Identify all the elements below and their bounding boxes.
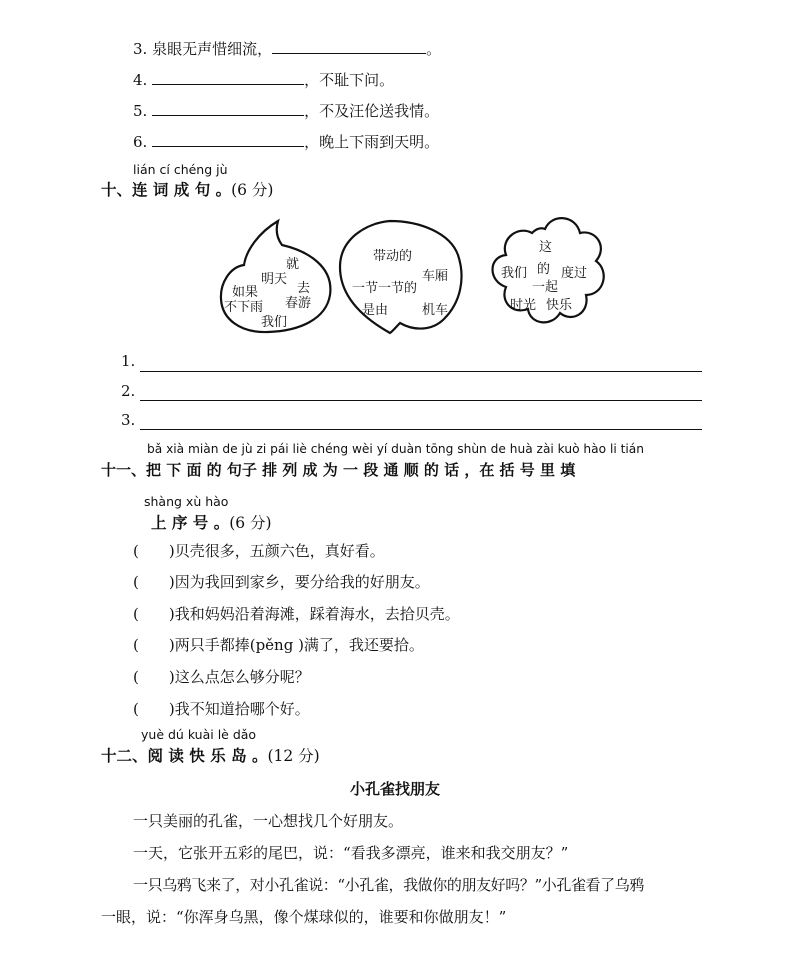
order-paren[interactable]: ( ): [133, 668, 175, 686]
order-item-3: [133, 603, 460, 624]
section11-pinyin: bǎ xià miàn de jù zi pái liè chéng wèi yí duàn tōng shùn de huà zài kuò hào li tián: [147, 442, 644, 456]
section-title: 十二、阅 读 快 乐 岛 。: [101, 746, 268, 765]
word-mingtian: 明天: [261, 272, 288, 287]
order-text: 我不知道拾哪个好。: [174, 700, 310, 718]
section11-pinyin2: shàng xù hào: [144, 494, 229, 509]
order-paren[interactable]: ( ): [133, 573, 175, 591]
order-item-6: [133, 698, 310, 719]
fill-item-6: [133, 131, 439, 152]
order-item-4: [133, 634, 424, 655]
word-de: 的: [537, 262, 551, 277]
answer-num-3: 3.: [121, 411, 136, 429]
order-paren[interactable]: ( ): [133, 542, 175, 560]
word-yiqi: 一起: [532, 280, 559, 295]
section-score: (6 分): [229, 514, 272, 532]
answer-blank[interactable]: [272, 39, 426, 54]
word-women: 我们: [261, 315, 288, 330]
answer-line-1[interactable]: [140, 370, 702, 372]
fill-item-3: [133, 38, 441, 59]
section10-heading: [101, 178, 273, 200]
item-text: ，不耻下问。: [304, 71, 395, 89]
answer-line-2[interactable]: [140, 399, 702, 401]
word-yijieyijiede: 一节一节的: [352, 281, 418, 296]
word-jiu: 就: [286, 257, 300, 272]
section10-pinyin: lián cí chéng jù: [133, 162, 228, 177]
order-text: 我和妈妈沿着海滩，踩着海水，去拾贝壳。: [174, 605, 460, 623]
order-text: 贝壳很多，五颜六色，真好看。: [174, 542, 385, 560]
word-jiche: 机车: [422, 303, 449, 318]
order-text: 这么点怎么够分呢？: [174, 668, 310, 686]
answer-line-3[interactable]: [140, 428, 702, 430]
item-text: ，不及汪伦送我情。: [304, 102, 440, 120]
item-number: 6.: [133, 133, 148, 151]
story-paragraph-2: 一天，它张开五彩的尾巴，说：“看我多漂亮，谁来和我交朋友？”: [133, 844, 569, 862]
section12-pinyin: yuè dú kuài lè dǎo: [141, 727, 257, 742]
order-paren[interactable]: ( ): [133, 605, 175, 623]
order-text: 因为我回到家乡，要分给我的好朋友。: [174, 573, 430, 591]
answer-blank[interactable]: [152, 70, 304, 85]
word-shiyou: 是由: [362, 303, 389, 318]
section-score: (12 分): [267, 747, 320, 765]
word-zhe: 这: [539, 240, 553, 255]
fill-item-4: [133, 69, 394, 90]
item-number: 3.: [133, 40, 148, 58]
section-title: 十、连 词 成 句 。: [101, 180, 232, 199]
word-chunyou: 春游: [285, 296, 312, 311]
word-chexiang: 车厢: [422, 269, 449, 284]
story-title: 小孔雀找朋友: [350, 780, 441, 798]
word-shiguang: 时光: [510, 298, 537, 313]
story-paragraph-3: 一只乌鸦飞来了，对小孔雀说：“小孔雀，我做你的朋友好吗？”小孔雀看了乌鸦: [133, 876, 644, 894]
order-item-5: [133, 666, 310, 687]
section12-heading: [101, 744, 320, 766]
order-item-1: [133, 540, 385, 561]
answer-blank[interactable]: [152, 132, 304, 147]
order-text: 两只手都捧(pěng )满了，我还要拾。: [174, 636, 424, 654]
word-kuaile: 快乐: [546, 298, 573, 313]
item-text: ，晚上下雨到天明。: [304, 133, 440, 151]
item-number: 4.: [133, 71, 148, 89]
section11-heading2: [151, 511, 272, 533]
word-buxiayu: 不下雨: [224, 300, 264, 315]
section11-heading: 十一、把 下 面 的 句子 排 列 成 为 一 段 通 顺 的 话 ，在 括 号 里 填: [101, 461, 576, 479]
word-duguo: 度过: [561, 266, 588, 281]
word-ruguo: 如果: [232, 285, 259, 300]
word-women2: 我们: [501, 266, 528, 281]
section-title: 上 序 号 。: [151, 513, 230, 532]
section-score: (6 分): [231, 181, 274, 199]
answer-blank[interactable]: [152, 101, 304, 116]
item-text: 。: [426, 40, 442, 58]
answer-num-2: 2.: [121, 382, 136, 400]
item-number: 5.: [133, 102, 148, 120]
answer-num-1: 1.: [121, 352, 136, 370]
word-qu: 去: [297, 281, 311, 296]
item-text: 泉眼无声惜细流，: [152, 40, 273, 58]
fill-item-5: [133, 100, 439, 121]
story-paragraph-1: 一只美丽的孔雀，一心想找几个好朋友。: [133, 812, 404, 830]
word-daidongde: 带动的: [373, 249, 413, 264]
order-item-2: [133, 571, 430, 592]
order-paren[interactable]: ( ): [133, 636, 175, 654]
story-paragraph-4: 一眼，说：“你浑身乌黑，像个煤球似的，谁要和你做朋友！”: [101, 908, 507, 926]
order-paren[interactable]: ( ): [133, 700, 175, 718]
